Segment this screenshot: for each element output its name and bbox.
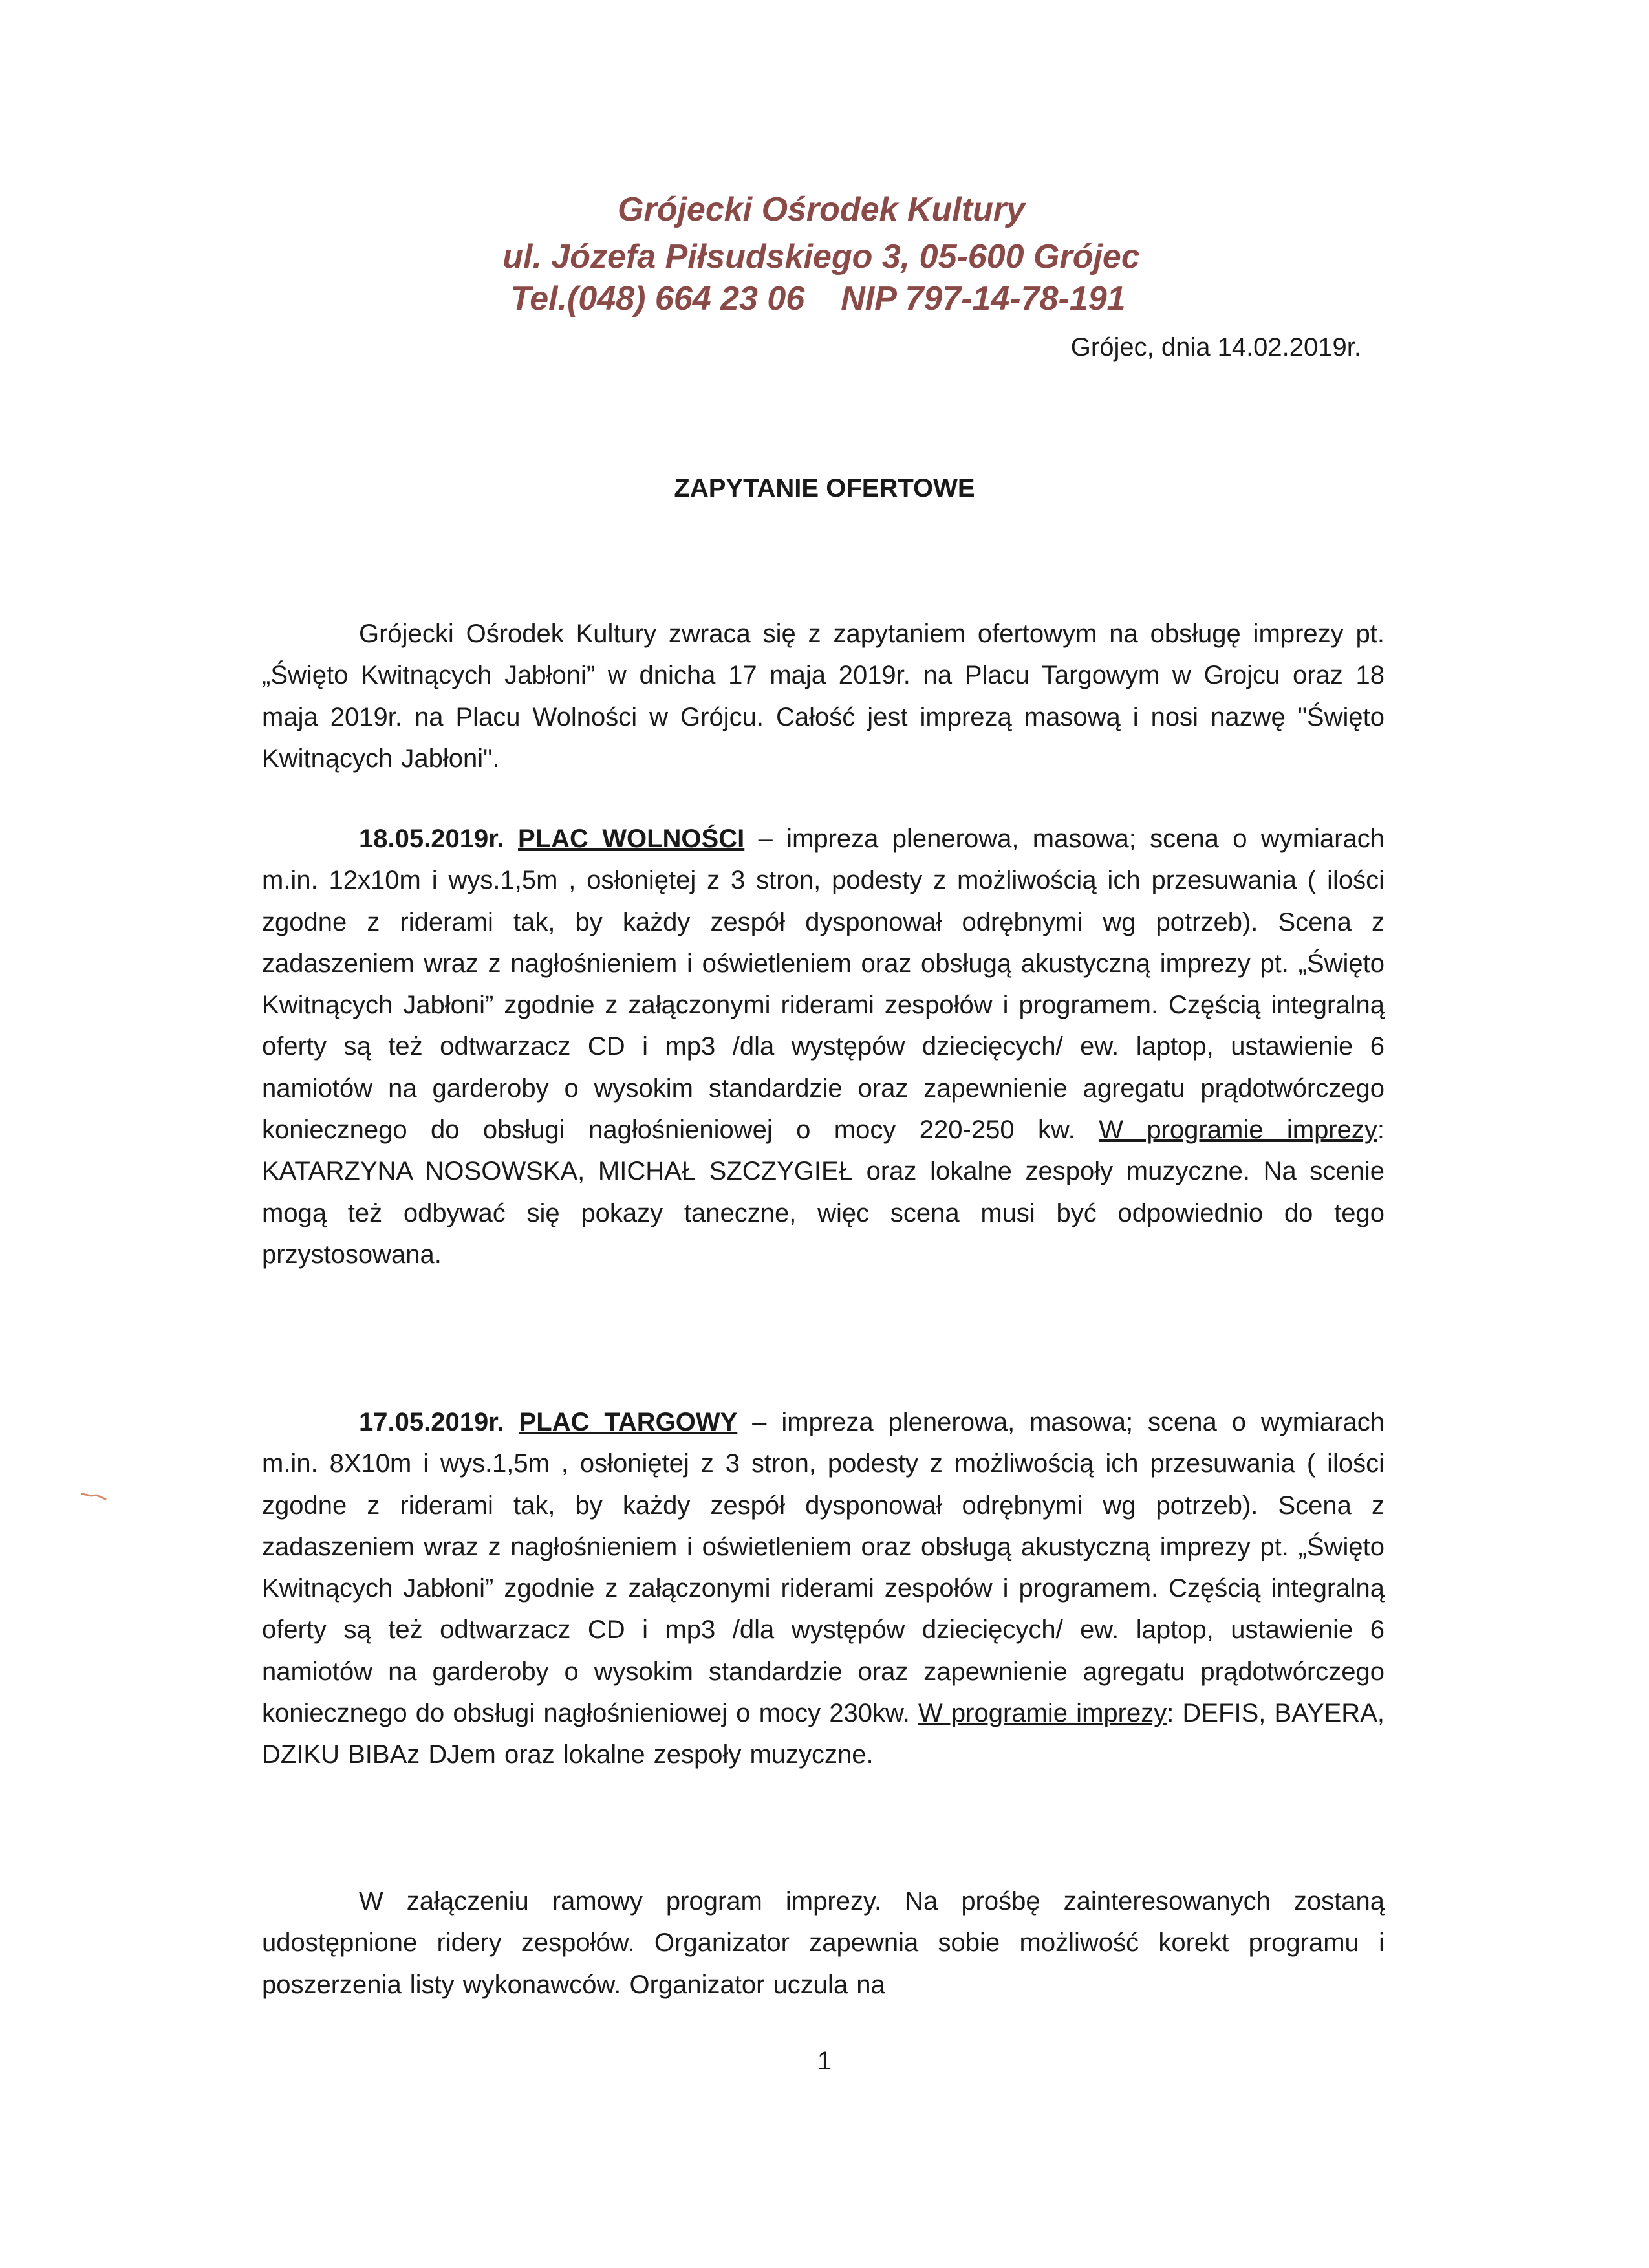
section-wolnosci-place: PLAC WOLNOŚCI <box>518 825 745 853</box>
organization-contact <box>0 278 1643 319</box>
section-wolnosci-body: – impreza plenerowa, masowa; scena o wymiarach m.in. 12x10m i wys.1,5m , osłoniętej z 3 stron, podesty z możliwością ich przesuwania ( ilości zgodne z riderami tak, by każdy zespół dysponował odrębnymi wg potrzeb). Scena z zadaszeniem wraz z nagłośnieniem i oświetleniem oraz obsługą akustyczną imprezy pt. „Święto Kwitnących Jabłoni” zgodnie z załączonymi riderami zespołów i programem. Częścią integralną oferty są też odtwarzacz CD i mp3 /dla występów dziecięcych/ ew. laptop, ustawienie 6 namiotów na garderoby o wysokim standardzie oraz zapewnienie agregatu prądotwórczego koniecznego do obsługi nagłośnieniowej o mocy 220-250 kw. <box>262 825 1385 1145</box>
section-targowy-program-label: W programie imprezy <box>918 1699 1167 1728</box>
section-targowy-date: 17.05.2019r. <box>359 1408 504 1436</box>
section-wolnosci-program-label: W programie imprezy <box>1099 1116 1377 1145</box>
scan-mark-icon <box>81 1491 108 1500</box>
section-wolnosci-program: : KATARZYNA NOSOWSKA, MICHAŁ SZCZYGIEŁ oraz lokalne zespoły muzyczne. Na scenie mogą też odbywać się pokazy taneczne, więc scena musi być odpowiednio do tego przystosowana. <box>262 1116 1385 1269</box>
closing-paragraph: W załączeniu ramowy program imprezy. Na prośbę zainteresowanych zostaną udostępnione ridery zespołów. Organizator zapewnia sobie możliwość korekt programu i poszerzenia listy wykonawców. Organizator uczula na <box>262 1887 1385 1999</box>
section-plac-wolnosci <box>262 818 1385 1275</box>
section-targowy-program: : DEFIS, BAYERA, DZIKU BIBAz DJem oraz lokalne zespoły muzyczne. <box>262 1699 1385 1769</box>
section-wolnosci-date: 18.05.2019r. <box>359 825 504 853</box>
date-line: Grójec, dnia 14.02.2019r. <box>1070 333 1361 362</box>
intro-paragraph: Grójecki Ośrodek Kultury zwraca się z zapytaniem ofertowym na obsługę imprezy pt. „Święto Kwitnących Jabłoni” w dnicha 17 maja 2019r. na Placu Targowym w Grojcu oraz 18 maja 2019r. na Placu Wolności w Grójcu. Całość jest imprezą masową i nosi nazwę "Święto Kwitnących Jabłoni". <box>262 620 1385 773</box>
organization-phone: Tel.(048) 664 23 06 <box>510 280 805 318</box>
page-number: 1 <box>817 2047 832 2075</box>
organization-address: ul. Józefa Piłsudskiego 3, 05-600 Grójec <box>502 238 1140 275</box>
document-title: ZAPYTANIE OFERTOWE <box>674 474 975 502</box>
organization-nip: NIP 797-14-78-191 <box>841 280 1126 318</box>
organization-name: Grójecki Ośrodek Kultury <box>618 191 1025 228</box>
section-targowy-body: – impreza plenerowa, masowa; scena o wymiarach m.in. 8X10m i wys.1,5m , osłoniętej z 3 stron, podesty z możliwością ich przesuwania ( ilości zgodne z riderami tak, by każdy zespół dysponował odrębnymi wg potrzeb). Scena z zadaszeniem wraz z nagłośnieniem i oświetleniem oraz obsługą akustyczną imprezy pt. „Święto Kwitnących Jabłoni” zgodnie z załączonymi riderami zespołów i programem. Częścią integralną oferty są też odtwarzacz CD i mp3 /dla występów dziecięcych/ ew. laptop, ustawienie 6 namiotów na garderoby o wysokim standardzie oraz zapewnienie agregatu prądotwórczego koniecznego do obsługi nagłośnieniowej o mocy 230kw. <box>262 1408 1385 1728</box>
section-plac-targowy <box>262 1401 1385 1776</box>
section-targowy-place: PLAC TARGOWY <box>519 1408 738 1436</box>
